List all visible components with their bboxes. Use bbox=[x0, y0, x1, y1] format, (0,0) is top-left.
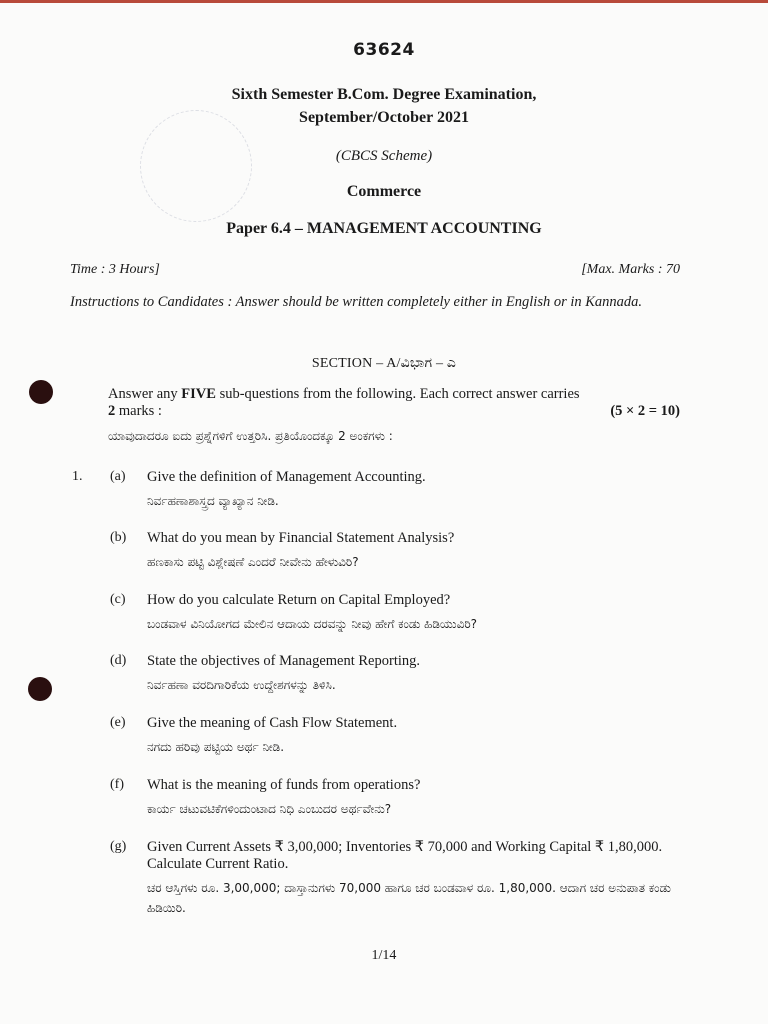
sub-question-b bbox=[110, 530, 685, 572]
section-directive-kannada: ಯಾವುದಾದರೂ ಐದು ಪ್ರಶ್ನೆಗಳಿಗೆ ಉತ್ತರಿಸಿ. ಪ್ರತಿಯೊಂದಕ್ಕೂ 2 ಅಂಕಗಳು : bbox=[108, 429, 393, 443]
exam-title-line2: September/October 2021 bbox=[299, 109, 469, 126]
sub-question-english: What is the meaning of funds from operations? bbox=[147, 777, 421, 793]
instructions: Instructions to Candidates : Answer should be written completely either in English or in Kannada. bbox=[70, 294, 643, 310]
sub-question-label: (g) bbox=[110, 839, 127, 854]
sub-question-kannada: ಚರ ಆಸ್ತಿಗಳು ರೂ. 3,00,000; ದಾಸ್ತಾನುಗಳು 70,000 ಹಾಗೂ ಚರ ಬಂಡವಾಳ ರೂ. 1,80,000. ಆದಾಗ ಚರ ಅನುಪಾತ ಕಂಡು ಹಿಡಿಯಿರಿ. bbox=[147, 881, 671, 915]
sub-question-kannada: ಬಂಡವಾಳ ವಿನಿಯೋಗದ ಮೇಲಿನ ಆದಾಯ ದರವನ್ನು ನೀವು ಹೇಗೆ ಕಂಡು ಹಿಡಿಯುವಿರಿ? bbox=[147, 617, 478, 631]
sub-question-english: Give the definition of Management Accounting. bbox=[147, 469, 426, 485]
sub-question-f bbox=[110, 777, 685, 819]
sub-question-label: (f) bbox=[110, 777, 124, 792]
section-directive bbox=[108, 386, 680, 420]
directive-count: FIVE bbox=[181, 386, 216, 402]
subject-title: Commerce bbox=[346, 183, 422, 200]
punch-hole-upper bbox=[29, 380, 53, 404]
page-top-edge bbox=[0, 0, 768, 3]
sub-question-kannada: ಕಾರ್ಯ ಚಟುವಟಿಕೆಗಳಿಂದುಂಟಾದ ನಿಧಿ ಎಂಬುದರ ಅರ್ಥವೇನು? bbox=[147, 802, 392, 816]
directive-marks-value: 2 bbox=[108, 403, 116, 419]
punch-hole-lower bbox=[28, 677, 52, 701]
directive-marks-text: marks : bbox=[115, 403, 162, 419]
sub-question-english: State the objectives of Management Reporting. bbox=[147, 653, 421, 669]
scheme-label: (CBCS Scheme) bbox=[335, 148, 433, 164]
paper-title: Paper 6.4 – MANAGEMENT ACCOUNTING bbox=[226, 220, 542, 237]
sub-question-label: (d) bbox=[110, 653, 127, 668]
marks-formula: (5 × 2 = 10) bbox=[610, 403, 680, 419]
exam-title-line1: Sixth Semester B.Com. Degree Examination, bbox=[231, 86, 537, 103]
sub-question-label: (c) bbox=[110, 592, 126, 607]
sub-question-english: What do you mean by Financial Statement Analysis? bbox=[147, 530, 455, 546]
sub-question-kannada: ನಿರ್ವಹಣಾಶಾಸ್ತ್ರದ ವ್ಯಾಖ್ಯಾನ ನೀಡಿ. bbox=[147, 494, 279, 508]
max-marks: [Max. Marks : 70 bbox=[581, 262, 680, 277]
sub-question-e bbox=[110, 715, 685, 757]
directive-text-pre: Answer any bbox=[108, 386, 182, 402]
sub-question-label: (a) bbox=[110, 469, 126, 484]
sub-question-kannada: ಹಣಕಾಸು ಪಟ್ಟಿ ವಿಶ್ಲೇಷಣೆ ಎಂದರೆ ನೀವೇನು ಹೇಳುವಿರಿ? bbox=[147, 555, 359, 569]
sub-question-english: How do you calculate Return on Capital Employed? bbox=[147, 592, 451, 608]
directive-text-post: sub-questions from the following. Each correct answer carries bbox=[215, 386, 580, 402]
sub-question-a bbox=[110, 469, 685, 511]
sub-question-english: Given Current Assets ₹ 3,00,000; Inventories ₹ 70,000 and Working Capital ₹ 1,80,000. Calculate Current Ratio. bbox=[147, 839, 663, 872]
sub-question-g bbox=[110, 839, 685, 918]
sub-question-kannada: ನಿರ್ವಹಣಾ ವರದಿಗಾರಿಕೆಯ ಉದ್ದೇಶಗಳನ್ನು ತಿಳಿಸಿ. bbox=[147, 678, 336, 692]
question-number: 1. bbox=[72, 469, 83, 484]
sub-question-d bbox=[110, 653, 685, 695]
time-allowed: Time : 3 Hours] bbox=[70, 262, 160, 277]
sub-question-c bbox=[110, 592, 685, 634]
sub-question-kannada: ನಗದು ಹರಿವು ಪಟ್ಟಿಯ ಅರ್ಥ ನೀಡಿ. bbox=[147, 740, 285, 754]
sub-question-label: (b) bbox=[110, 530, 127, 545]
section-heading: SECTION – A/ವಿಭಾಗ – ಎ bbox=[311, 356, 457, 371]
paper-code: 63624 bbox=[353, 40, 415, 60]
sub-question-label: (e) bbox=[110, 715, 126, 730]
page-number: 1/14 bbox=[371, 948, 397, 963]
sub-question-english: Give the meaning of Cash Flow Statement. bbox=[147, 715, 398, 731]
